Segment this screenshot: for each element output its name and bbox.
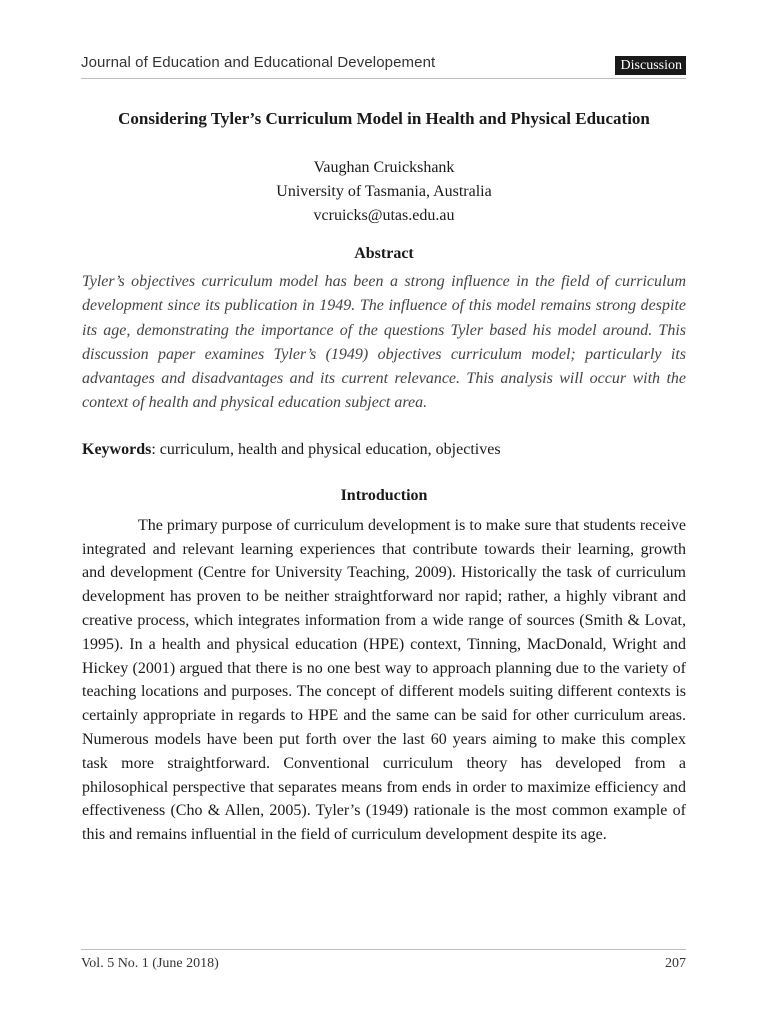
volume-info: Vol. 5 No. 1 (June 2018) xyxy=(81,956,219,971)
page-number: 207 xyxy=(665,956,686,971)
journal-name: Journal of Education and Educational Developement xyxy=(81,54,436,71)
author-name: Vaughan Cruickshank xyxy=(313,159,455,176)
running-header xyxy=(81,52,686,79)
introduction-heading: Introduction xyxy=(340,486,428,504)
abstract-text: Tyler’s objectives curriculum model has been a strong influence in the field of curriculum development since its publication in 1949. The influence of this model remains strong despite its age, demonstrating the importance of the questions Tyler based his model around. This discussion paper examines Tyler’s (1949) objectives curriculum model; particularly its advantages and disadvantages and its current relevance. This analysis will occur with the context of health and physical education subject area. xyxy=(82,273,686,412)
author-email: vcruicks@utas.edu.au xyxy=(313,207,455,224)
keywords-label: Keywords xyxy=(82,440,152,458)
introduction-paragraph: The primary purpose of curriculum development is to make sure that students receive integrated and relevant learning experiences that contribute towards their learning, growth and development (Centre for University Teaching, 2009). Historically the task of curriculum development has proven to be neither straightforward nor rapid; rather, a highly vibrant and creative process, which integrates information from a wide range of sources (Smith & Lovat, 1995). In a health and physical education (HPE) context, Tinning, MacDonald, Wright and Hickey (2001) argued that there is no one best way to approach planning due to the variety of teaching locations and purposes. The concept of different models suiting different contexts is certainly appropriate in regards to HPE and the same can be said for other curriculum areas. Numerous models have been put forth over the last 60 years aiming to make this complex task more straightforward. Conventional curriculum theory has developed from a philosophical perspective that separates means from ends in order to maximize efficiency and effectiveness (Cho & Allen, 2005). Tyler’s (1949) rationale is the most common example of this and remains influential in the field of curriculum development despite its age. xyxy=(82,516,686,844)
keywords-line xyxy=(82,438,686,462)
section-badge: Discussion xyxy=(615,56,686,75)
article-body xyxy=(82,106,686,847)
article-title: Considering Tyler’s Curriculum Model in Health and Physical Education xyxy=(118,109,650,128)
author-block xyxy=(82,156,686,228)
author-affiliation: University of Tasmania, Australia xyxy=(276,183,492,200)
abstract-heading: Abstract xyxy=(354,245,414,262)
keywords-list: : curriculum, health and physical education, objectives xyxy=(151,440,501,458)
running-footer xyxy=(81,949,686,980)
